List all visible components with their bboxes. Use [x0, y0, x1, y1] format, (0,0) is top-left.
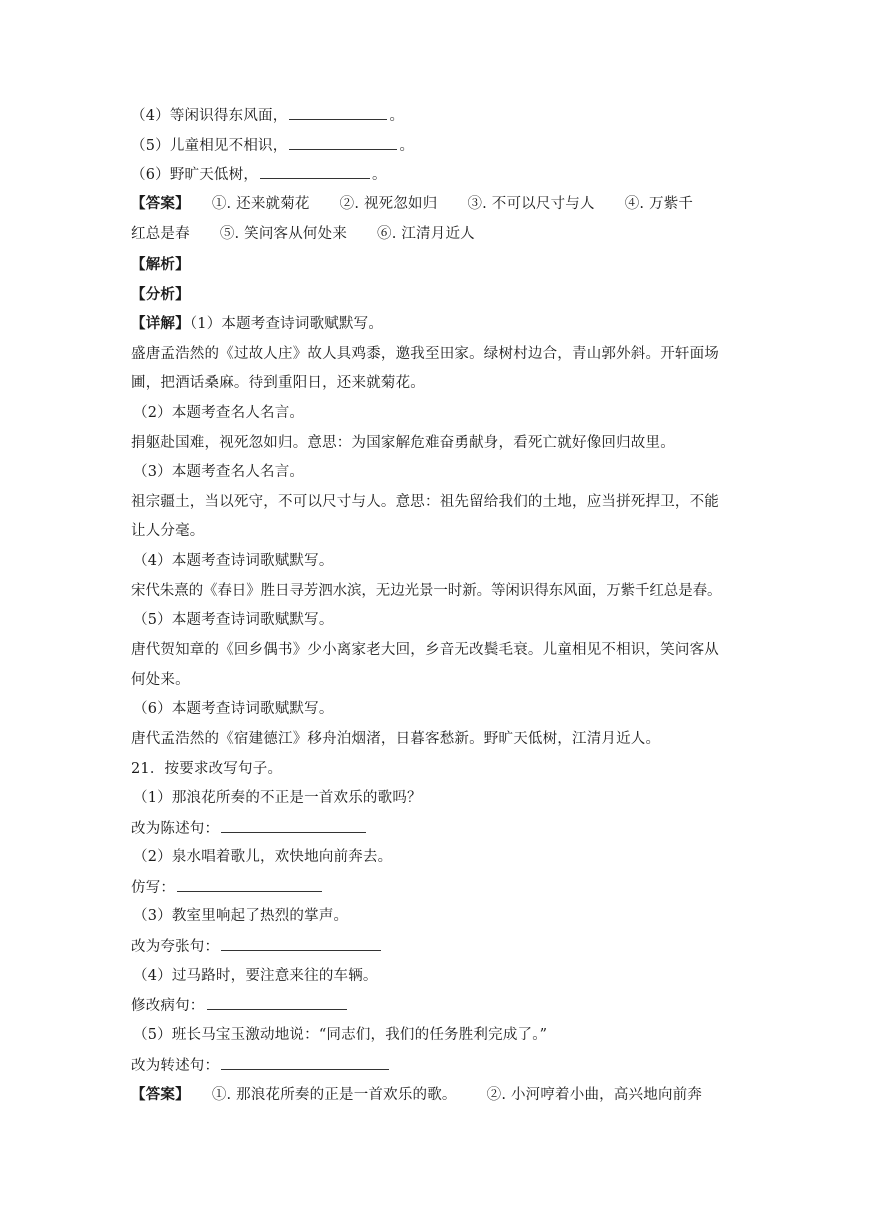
rewrite-label: 改为转述句： [131, 1058, 220, 1074]
punctuation: 。 [389, 108, 405, 124]
answer-blank [177, 877, 322, 892]
detail-label: 【详解】 [131, 315, 190, 332]
rewrite-line [131, 1055, 741, 1076]
answer-blank [260, 164, 370, 179]
answer-line-2 [131, 1085, 741, 1105]
answer-item: ①. 还来就菊花 [211, 196, 310, 212]
answer-blank [289, 105, 387, 120]
sub-question: （2）本题考查名人名言。 [133, 405, 305, 421]
paragraph-line: 何处来。 [131, 672, 190, 688]
answer-blank [221, 818, 366, 833]
answer-item: ③. 不可以尺寸与人 [467, 196, 595, 212]
fenxi-heading: 【分析】 [131, 286, 190, 303]
answer-item: ①. 那浪花所奏的正是一首欢乐的歌。 [211, 1087, 457, 1103]
question-text: （5）儿童相见不相识， [131, 138, 288, 154]
question-line-4 [131, 105, 741, 126]
answer-item: 红总是春 [131, 226, 190, 242]
paragraph-line: 圃，把酒话桑麻。待到重阳日，还来就菊花。 [131, 375, 425, 391]
sub-question: （6）本题考查诗词歌赋默写。 [133, 701, 334, 717]
answer-item: ②. 小河哼着小曲，高兴地向前奔 [486, 1087, 703, 1103]
paragraph-line: 让人分毫。 [131, 523, 205, 539]
analysis-heading: 【解析】 [131, 256, 190, 273]
rewrite-label: 修改病句： [131, 998, 205, 1014]
answer-item: ⑥. 江清月近人 [377, 226, 475, 242]
answer-line [131, 194, 741, 214]
paragraph-line: 唐代孟浩然的《宿建德江》移舟泊烟渚，日暮客愁新。野旷天低树，江清月近人。 [131, 731, 661, 747]
sentence-4: （4）过马路时，要注意来往的车辆。 [133, 968, 378, 984]
answer-item: ⑤. 笑问客从何处来 [219, 226, 348, 242]
sub-question: （3）本题考查名人名言。 [133, 464, 305, 480]
sentence-1: （1）那浪花所奏的不正是一首欢乐的歌吗？ [133, 790, 422, 806]
rewrite-line [131, 995, 741, 1016]
paragraph-line: 唐代贺知章的《回乡偶书》少小离家老大回，乡音无改鬓毛衰。儿童相见不相识，笑问客从 [131, 642, 719, 658]
paragraph-line: 祖宗疆土，当以死守，不可以尺寸与人。意思：祖先留给我们的土地，应当拼死捍卫，不能 [131, 494, 719, 510]
answer-label: 【答案】 [131, 1086, 190, 1103]
paragraph-line: 捐躯赴国难，视死忽如归。意思：为国家解危难奋勇献身，看死亡就好像回归故里。 [131, 435, 675, 451]
rewrite-line [131, 818, 741, 839]
question-text: （6）野旷天低树， [131, 167, 259, 183]
punctuation: 。 [399, 138, 415, 154]
rewrite-label: 改为夸张句： [131, 939, 220, 955]
question-21-title: 21．按要求改写句子。 [131, 761, 283, 777]
sub-question: （5）本题考查诗词歌赋默写。 [133, 612, 334, 628]
answer-blank [207, 995, 347, 1010]
sub-question: （4）本题考查诗词歌赋默写。 [133, 553, 334, 569]
sentence-3: （3）教室里响起了热烈的掌声。 [133, 908, 349, 924]
question-line-6 [131, 164, 741, 185]
paragraph-line: 盛唐孟浩然的《过故人庄》故人具鸡黍，邀我至田家。绿树村边合，青山郭外斜。开轩面场 [131, 346, 719, 362]
punctuation: 。 [372, 167, 387, 183]
answer-item: ②. 视死忽如归 [339, 196, 438, 212]
answer-blank [221, 1055, 389, 1070]
answer-item: ④. 万紫千 [624, 196, 694, 212]
rewrite-label: 改为陈述句： [131, 821, 220, 837]
sentence-2: （2）泉水唱着歌儿，欢快地向前奔去。 [133, 849, 393, 865]
rewrite-label: 仿写： [131, 880, 176, 896]
rewrite-line [131, 936, 741, 957]
detail-text: （1）本题考查诗词歌赋默写。 [189, 316, 384, 332]
rewrite-line [131, 877, 741, 898]
sentence-5: （5）班长马宝玉激动地说：“同志们，我们的任务胜利完成了。” [133, 1027, 548, 1043]
question-line-5 [131, 135, 741, 156]
paragraph-line: 宋代朱熹的《春日》胜日寻芳泗水滨，无边光景一时新。等闲识得东风面，万紫千红总是春。 [131, 583, 722, 599]
question-text: （4）等闲识得东风面， [131, 108, 288, 124]
answer-line-cont [131, 224, 741, 244]
answer-blank [289, 135, 397, 150]
detail-line [131, 314, 741, 334]
answer-label: 【答案】 [131, 195, 190, 212]
answer-blank [221, 936, 381, 951]
